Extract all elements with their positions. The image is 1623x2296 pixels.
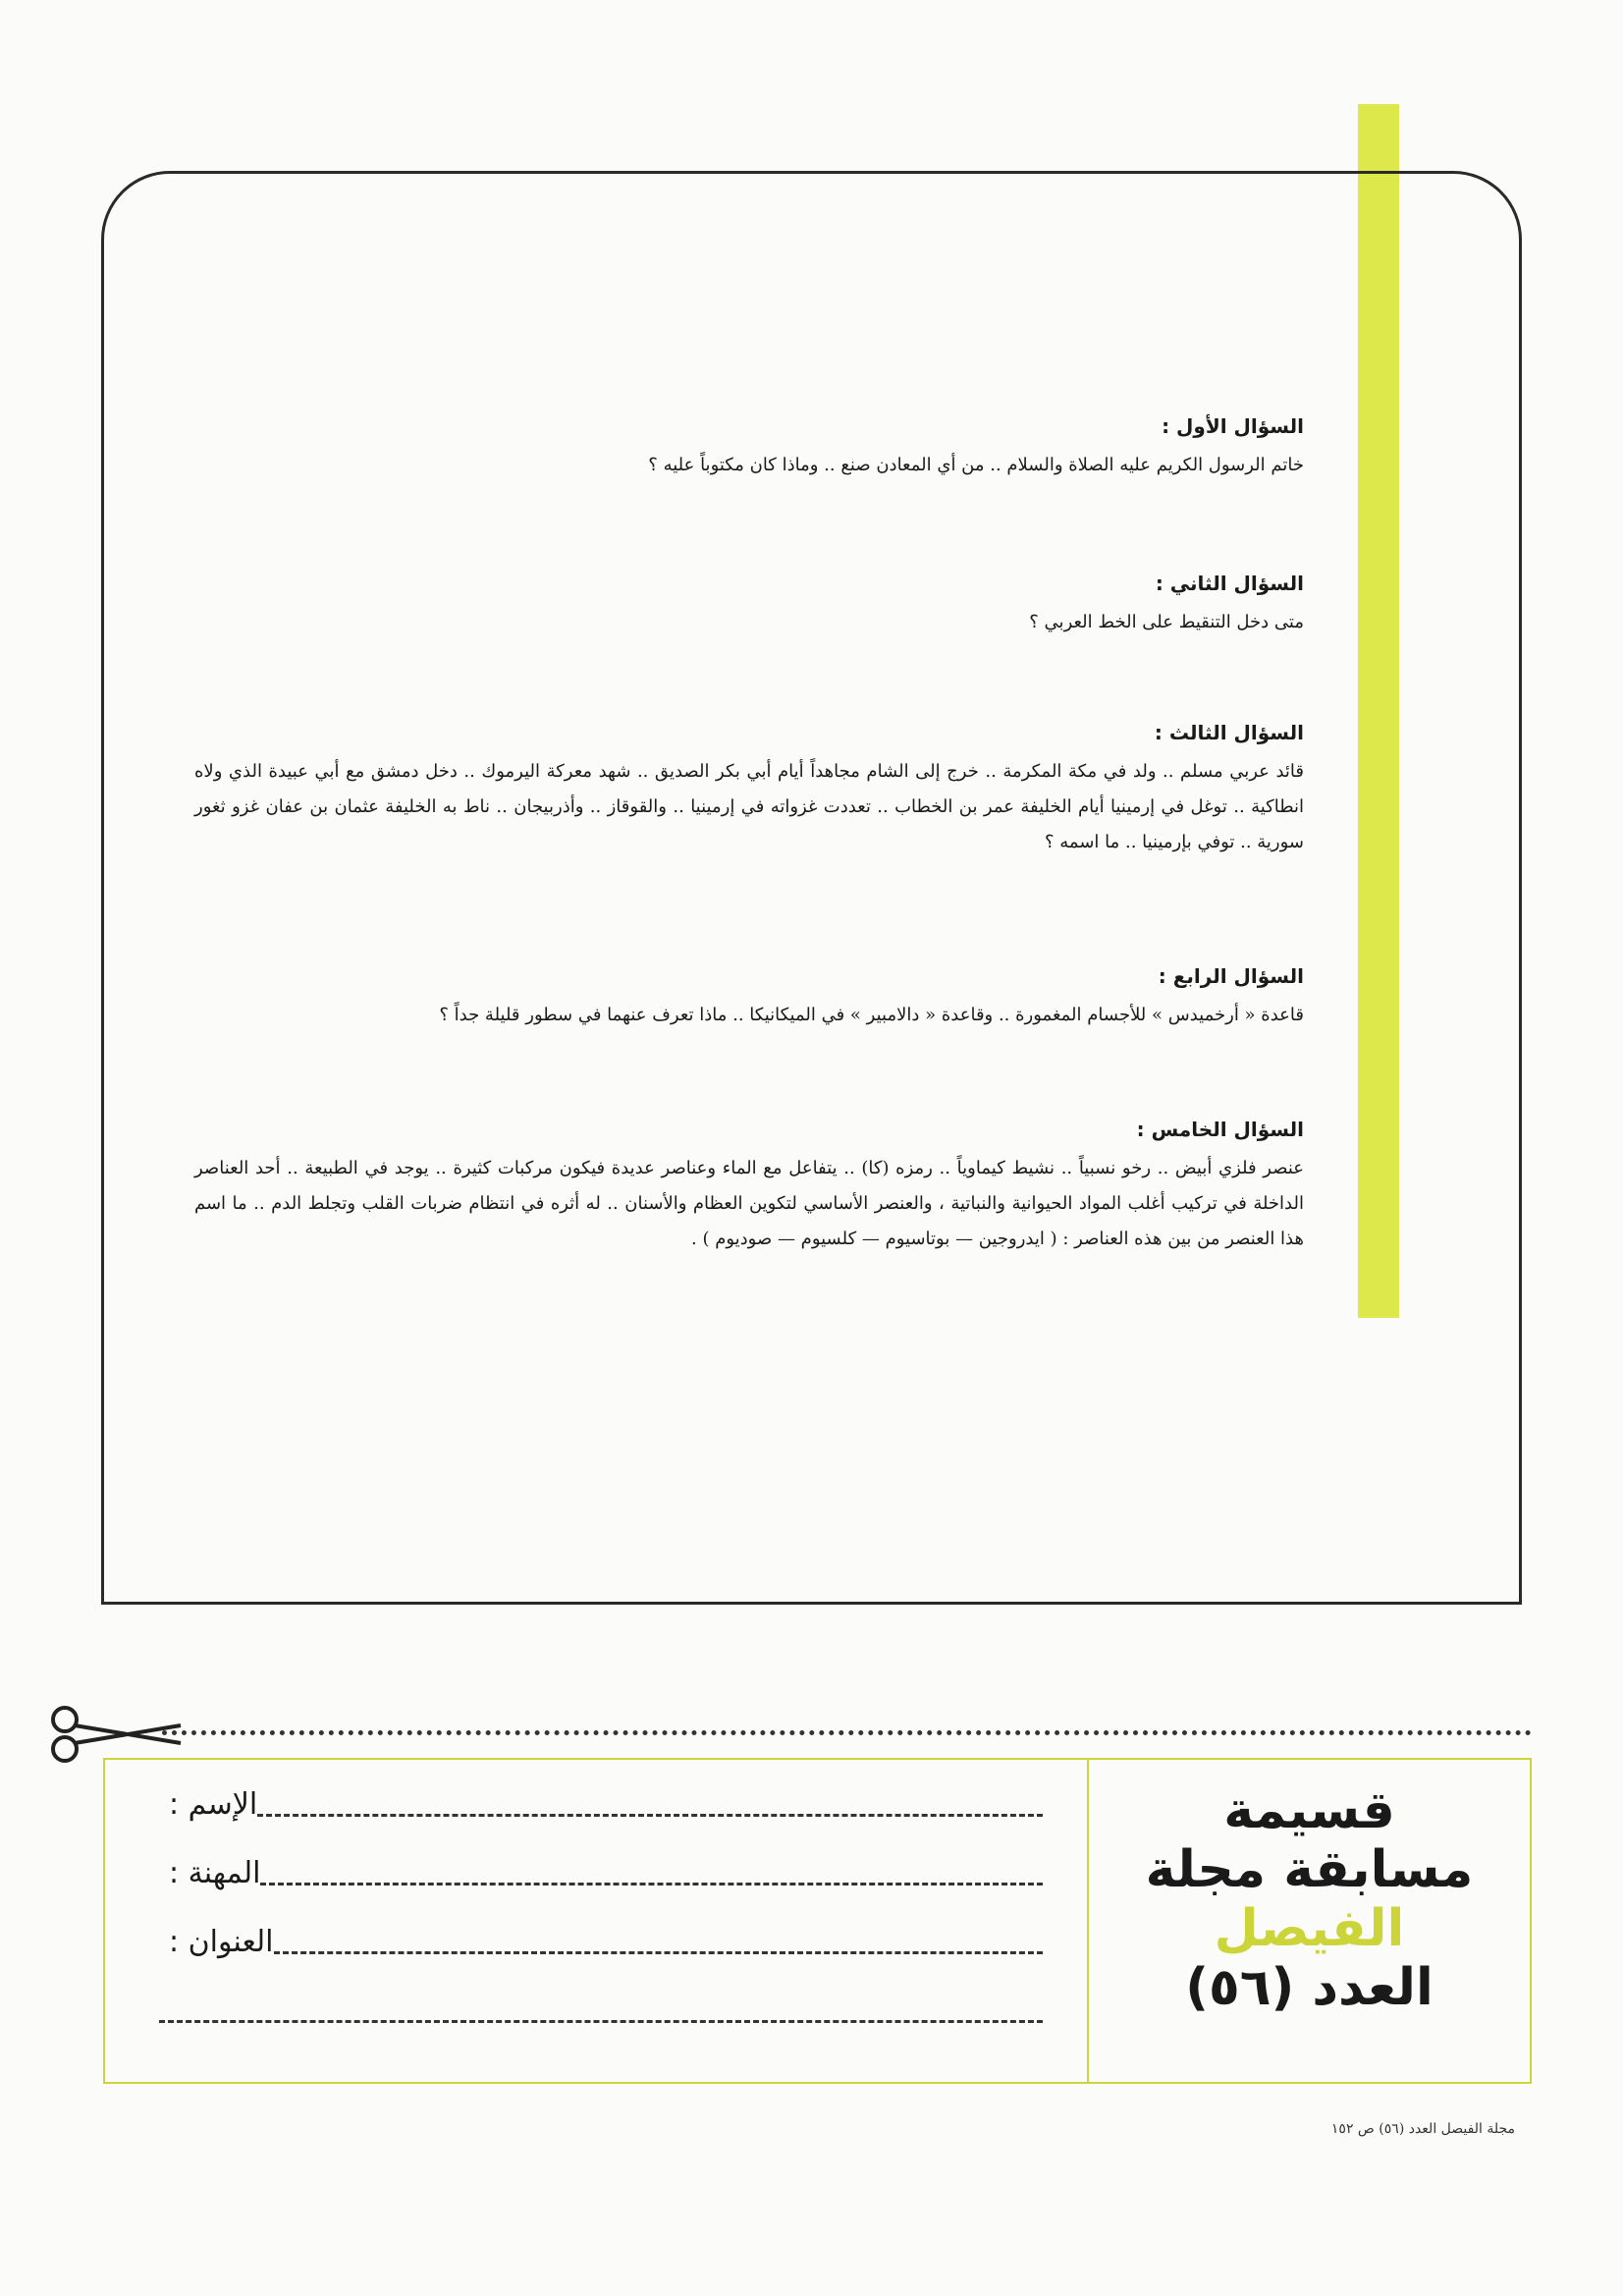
magazine-name: الفيصل: [1214, 1899, 1405, 1958]
question-text: متى دخل التنقيط على الخط العربي ؟: [1029, 612, 1304, 632]
question-title: السؤال الثاني :: [1155, 572, 1304, 595]
field-line[interactable]: [159, 2020, 1043, 2023]
question-text: عنصر فلزي أبيض .. رخو نسبياً .. نشيط كيماوياً .. رمزه (كا) .. يتفاعل مع الماء وعناصر عديدة فيكون مركبات كثيرة .. يوجد في الطبيعة .. أحد العناصر الداخلة في تركيب أغلب المواد الحيوانية والنباتية ، والعنصر الأساسي لتكوين العظام والأسنان .. له أثره في انتظام ضربات القلب وتجلط الدم .. ما اسم هذا العنصر من بين هذه العناصر : ( ايدروجين — بوتاسيوم — كلسيوم — صوديوم ) .: [194, 1158, 1304, 1249]
question-title: السؤال الثالث :: [1154, 721, 1304, 744]
field-line[interactable]: [260, 1883, 1043, 1886]
question-text: خاتم الرسول الكريم عليه الصلاة والسلام .. من أي المعادن صنع .. وماذا كان مكتوباً عليه ؟: [648, 455, 1304, 475]
field-label: المهنة :: [169, 1856, 261, 1890]
questions-frame: [101, 171, 1522, 1605]
question-1: [194, 414, 1304, 483]
address-field-extra[interactable]: [159, 1990, 1043, 2033]
question-title: السؤال الرابع :: [1158, 964, 1304, 988]
field-line[interactable]: [274, 1951, 1043, 1954]
field-line[interactable]: [257, 1814, 1043, 1817]
address-field[interactable]: [159, 1921, 1043, 1964]
coupon-fields: [105, 1760, 1087, 2082]
occupation-field[interactable]: [159, 1852, 1043, 1895]
coupon-title-line: مسابقة مجلة: [1145, 1840, 1474, 1899]
question-5: [194, 1118, 1304, 1257]
question-4: [194, 964, 1304, 1033]
cut-line: [162, 1730, 1532, 1735]
question-text: قاعدة « أرخميدس » للأجسام المغمورة .. وقاعدة « دالامبير » في الميكانيكا .. ماذا تعرف عنهما في سطور قليلة جداً ؟: [439, 1005, 1304, 1025]
question-text: قائد عربي مسلم .. ولد في مكة المكرمة .. خرج إلى الشام مجاهداً أيام أبي بكر الصديق .. شهد معركة اليرموك .. دخل دمشق مع أبي عبيدة الذي ولاه انطاكية .. توغل في إرمينيا أيام الخليفة عمر بن الخطاب .. تعددت غزواته في إرمينيا .. والقوقاز .. وأذربيجان .. ناط به الخليفة عثمان بن عفان غزو ثغور سورية .. توفي بإرمينيا .. ما اسمه ؟: [194, 761, 1304, 852]
question-title: السؤال الأول :: [1162, 414, 1304, 438]
page-footer: مجلة الفيصل العدد (٥٦) ص ١٥٢: [1330, 2121, 1515, 2137]
coupon-title: [1087, 1760, 1532, 2082]
question-title: السؤال الخامس :: [1136, 1118, 1304, 1141]
field-label: الإسم :: [169, 1787, 258, 1822]
coupon-title-line: قسيمة: [1223, 1781, 1395, 1840]
name-field[interactable]: [159, 1783, 1043, 1827]
issue-number: العدد (٥٦): [1185, 1958, 1434, 2017]
entry-coupon: [103, 1758, 1532, 2084]
question-3: [194, 721, 1304, 860]
question-2: [194, 572, 1304, 640]
field-label: العنوان :: [169, 1925, 274, 1959]
